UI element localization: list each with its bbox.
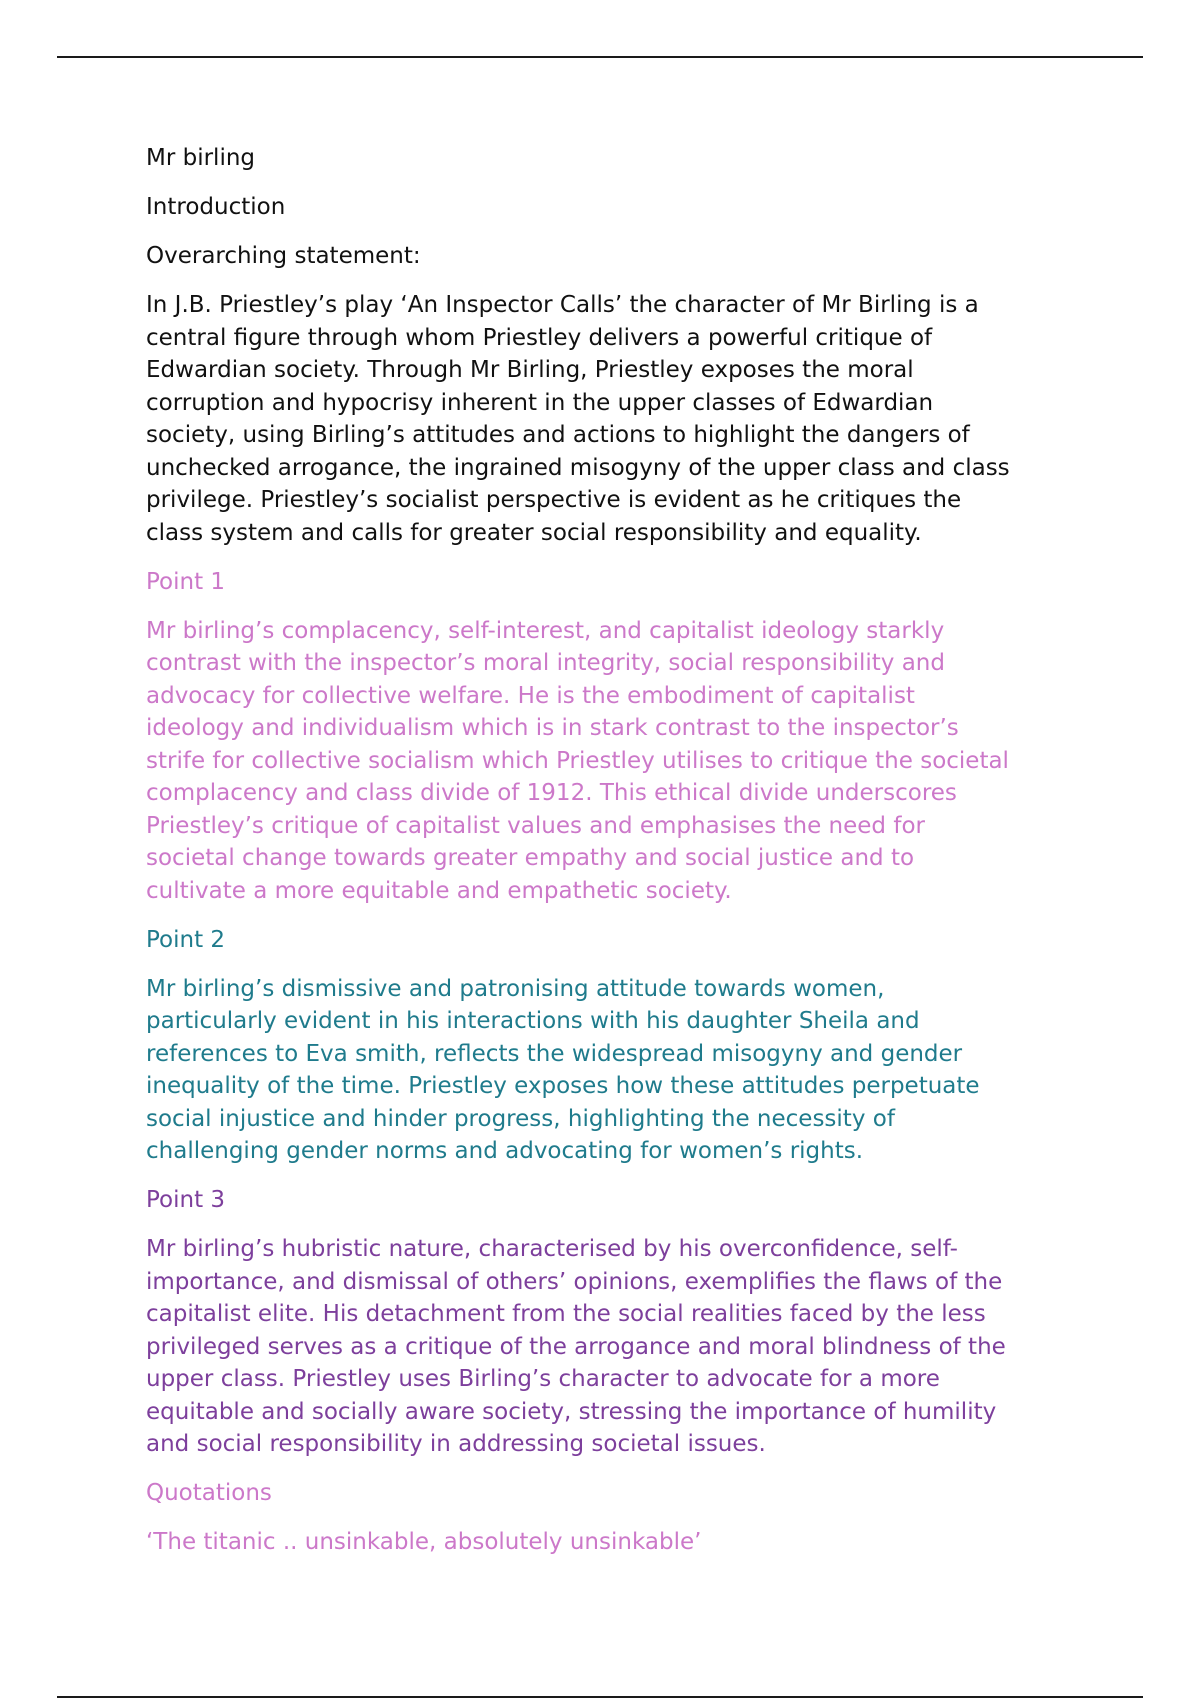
quotation-item: ‘The titanic .. unsinkable, absolutely unsinkable’ <box>146 1529 702 1555</box>
text-line: central figure through whom Priestley delivers a powerful critique of <box>146 324 933 351</box>
text-line: unchecked arrogance, the ingrained misogyny of the upper class and class <box>146 454 1010 481</box>
text-line: references to Eva smith, reflects the widespread misogyny and gender <box>146 1040 963 1067</box>
text-line: class system and calls for greater social responsibility and equality. <box>146 519 922 546</box>
text-line: Mr birling’s dismissive and patronising attitude towards women, <box>146 975 885 1002</box>
text-line: challenging gender norms and advocating for women’s rights. <box>146 1138 864 1164</box>
text-line: complacency and class divide of 1912. This ethical divide underscores <box>146 780 957 806</box>
text-line: social injustice and hinder progress, highlighting the necessity of <box>146 1105 895 1132</box>
text-line: Edwardian society. Through Mr Birling, Priestley exposes the moral <box>146 357 914 383</box>
text-line: inequality of the time. Priestley exposes how these attitudes perpetuate <box>146 1073 980 1099</box>
text-line: In J.B. Priestley’s play ‘An Inspector Calls’ the character of Mr Birling is a <box>146 292 979 318</box>
text-line: society, using Birling’s attitudes and actions to highlight the dangers of <box>146 422 970 448</box>
text-line: Priestley’s critique of capitalist values and emphasises the need for <box>146 812 925 839</box>
point-1-heading: Point 1 <box>146 568 226 595</box>
overarching-label: Overarching statement: <box>146 243 421 269</box>
text-line: capitalist elite. His detachment from the social realities faced by the less <box>146 1301 986 1327</box>
point-1-paragraph <box>146 615 1086 908</box>
point-2-paragraph <box>146 973 1086 1168</box>
text-line: cultivate a more equitable and empathetic society. <box>146 877 732 904</box>
text-line: equitable and socially aware society, stressing the importance of humility <box>146 1398 997 1425</box>
text-line: Mr birling’s complacency, self-interest, and capitalist ideology starkly <box>146 617 945 644</box>
text-line: strife for collective socialism which Priestley utilises to critique the societal <box>146 747 1009 774</box>
text-line: advocacy for collective welfare. He is the embodiment of capitalist <box>146 682 915 709</box>
introduction-heading: Introduction <box>146 194 286 220</box>
text-line: contrast with the inspector’s moral integrity, social responsibility and <box>146 650 945 676</box>
overarching-statement <box>146 289 1086 549</box>
text-line: privilege. Priestley’s socialist perspective is evident as he critiques the <box>146 487 962 513</box>
text-line: ideology and individualism which is in stark contrast to the inspector’s <box>146 715 959 741</box>
point-3-paragraph <box>146 1233 1086 1461</box>
document-body <box>146 142 1086 1575</box>
text-line: Mr birling’s hubristic nature, characterised by his overconfidence, self- <box>146 1236 958 1262</box>
text-line: and social responsibility in addressing societal issues. <box>146 1431 766 1457</box>
text-line: particularly evident in his interactions with his daughter Sheila and <box>146 1008 920 1034</box>
point-3-heading: Point 3 <box>146 1187 226 1213</box>
text-line: corruption and hypocrisy inherent in the upper classes of Edwardian <box>146 389 934 416</box>
document-title: Mr birling <box>146 145 256 171</box>
bottom-rule <box>57 1696 1143 1698</box>
top-rule <box>57 56 1143 58</box>
text-line: upper class. Priestley uses Birling’s character to advocate for a more <box>146 1366 940 1392</box>
quotations-heading: Quotations <box>146 1480 272 1506</box>
text-line: privileged serves as a critique of the arrogance and moral blindness of the <box>146 1333 1006 1360</box>
text-line: societal change towards greater empathy and social justice and to <box>146 845 915 871</box>
text-line: importance, and dismissal of others’ opinions, exemplifies the flaws of the <box>146 1268 1003 1295</box>
point-2-heading: Point 2 <box>146 926 226 953</box>
